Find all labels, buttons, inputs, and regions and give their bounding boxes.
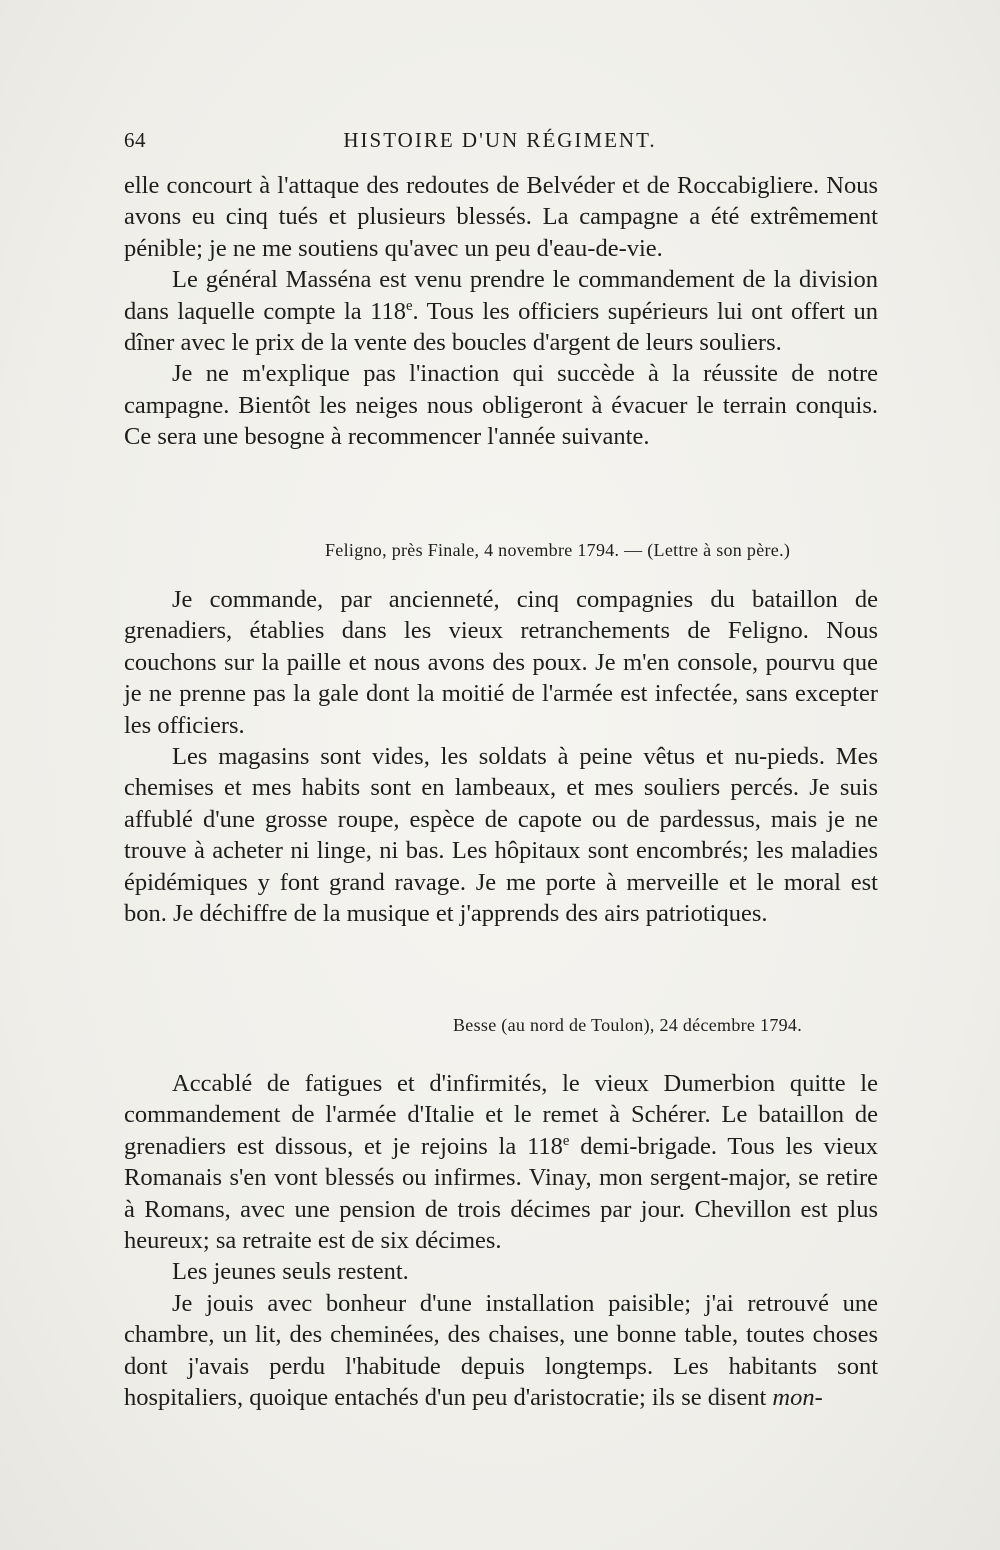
paragraph: Les magasins sont vides, les soldats à peine vêtus et nu-pieds. Mes chemises et mes habits sont en lambeaux, et mes souliers percés. Je suis affublé d'une grosse roupe, espèce de capote ou de pardessus, mais je ne trouve à acheter ni linge, ni bas. Les hôpitaux sont encombrés; les maladies épidémiques y font grand ravage. Je me porte à merveille et le moral est bon. Je déchiffre de la musique et j'apprends des airs patriotiques. xyxy=(124,743,878,928)
page-number: 64 xyxy=(124,128,146,152)
dateline: Besse (au nord de Toulon), 24 décembre 1794. xyxy=(453,1015,803,1035)
page-header xyxy=(124,128,876,158)
running-title: HISTOIRE D'UN RÉGIMENT. xyxy=(343,128,657,152)
paragraph: Les jeunes seuls restent. xyxy=(172,1258,409,1286)
dateline: Feligno, près Finale, 4 novembre 1794. — (Lettre à son père.) xyxy=(325,540,791,560)
text-run: Je jouis avec bonheur d'une installation paisible; j'ai retrouvé une chambre, un lit, des cheminées, des chaises, une bonne table, toutes choses dont j'avais perdu l'habitude depuis longtemps. Les habitants sont hospitaliers, quoique entachés d'un peu d'aristocratie; ils se disent xyxy=(124,1289,878,1412)
text-run: Le général Masséna est venu prendre le commandement de la division dans laquelle compte la 118 xyxy=(124,266,878,325)
text-section-2 xyxy=(124,584,878,929)
superscript: e xyxy=(405,297,413,314)
paragraph xyxy=(124,1068,878,1256)
text-run: . Tous les officiers supérieurs lui ont offert un dîner avec le prix de la vente des boucles d'argent de leurs souliers. xyxy=(124,297,878,357)
text-section-1 xyxy=(124,170,878,453)
superscript: e xyxy=(562,1132,570,1149)
paragraph: Je ne m'explique pas l'inaction qui succède à la réussite de notre campagne. Bientôt les neiges nous obligeront à évacuer le terrain conquis. Ce sera une besogne à recommencer l'année suivante. xyxy=(124,360,878,451)
paragraph: elle concourt à l'attaque des redoutes de Belvéder et de Roccabigliere. Nous avons eu cinq tués et plusieurs blessés. La campagne a été extrêmement pénible; je ne me soutiens qu'avec un peu d'eau-de-vie. xyxy=(124,172,878,262)
text-section-3 xyxy=(124,1068,878,1413)
paragraph xyxy=(124,264,878,358)
paragraph xyxy=(124,1288,878,1414)
text-run: demi-brigade. Tous les vieux Romanais s'en vont blessés ou infirmes. Vinay, mon sergent-major, se retire à Romans, avec une pension de trois décimes par jour. Chevillon est plus heureux; sa retraite est de six décimes. xyxy=(124,1132,878,1255)
paragraph: Je commande, par ancienneté, cinq compagnies du bataillon de grenadiers, établies dans les vieux retranchements de Feligno. Nous couchons sur la paille et nous avons des poux. Je m'en console, pourvu que je ne prenne pas la gale dont la moitié de l'armée est infectée, sans excepter les officiers. xyxy=(124,586,878,739)
text-run: Accablé de fatigues et d'infirmités, le vieux Dumerbion quitte le commandement de l'armée d'Italie et le remet à Schérer. Le bataillon de grenadiers est dissous, et je rejoins la 118 xyxy=(124,1070,878,1160)
italic-text: mon- xyxy=(772,1384,823,1412)
